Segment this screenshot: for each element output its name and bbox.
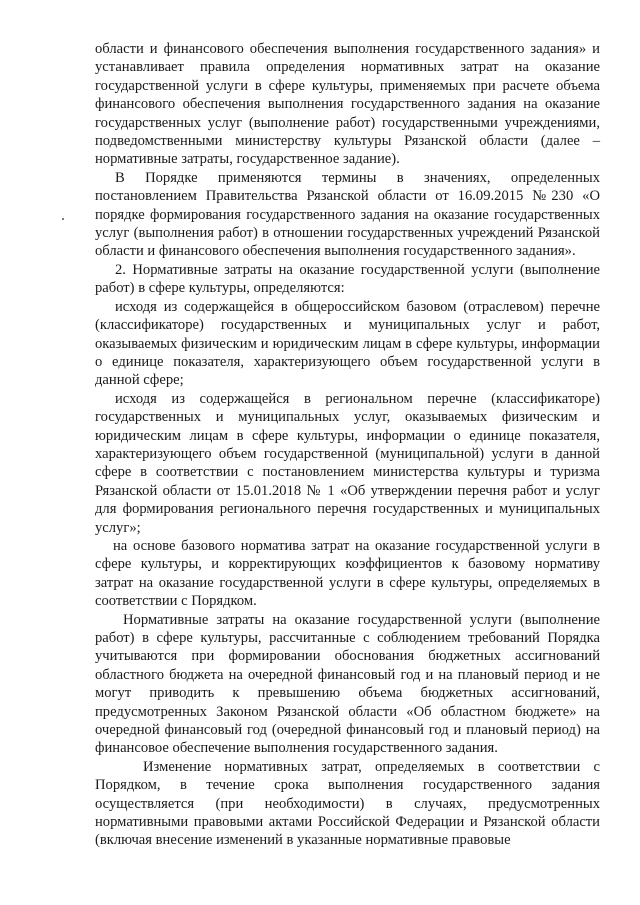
scan-speck [62, 218, 64, 220]
paragraph-changes: Изменение нормативных затрат, определяемых в соответствии с Порядком, в течение срока выполнения государственного задания осуществляется (при необходимости) в случаях, предусмотренных нормативными правовыми актами Российской Федерации и Рязанской области (включая внесение изменений в указанные нормативные правовые [95, 758, 600, 849]
paragraph-base-normative: на основе базового норматива затрат на оказание государственной услуги в сфере культуры, и корректирующих коэффициентов к базовому нормативу затрат на оказание государственной услуги в сфере культуры, определяемых в соответствии с Порядком. [95, 537, 600, 610]
paragraph-regional-list: исходя из содержащейся в региональном перечне (классификаторе) государственных и муниципальных услуг, оказываемых физическим и юридическим лицам в сфере культуры, информации о единице показателя, характеризующего объем государственной (муниципальной) услуги в данной сфере в соответствии с постановлением министерства культуры и туризма Рязанской области от 15.01.2018 № 1 «Об утверждении перечня работ и услуг для формирования регионального перечня государственных и муниципальных услуг»; [95, 390, 600, 536]
paragraph-federal-list: исходя из содержащейся в общероссийском базовом (отраслевом) перечне (классификаторе) государственных и муниципальных услуг и работ, оказываемых физическим и юридическим лицам в сфере культуры, информации о единице показателя, характеризующего объем государственной услуги в данной сфере; [95, 298, 600, 389]
paragraph-item-2: 2. Нормативные затраты на оказание государственной услуги (выполнение работ) в сфере культуры, определяются: [95, 261, 600, 297]
document-page [95, 40, 600, 850]
paragraph-terms: В Порядке применяются термины в значениях, определенных постановлением Правительства Рязанской области от 16.09.2015 №230 «О порядке формирования государственного задания на оказание государственных услуг (выполнения работ) в отношении государственных учреждений Рязанской области и финансового обеспечения выполнения государственного задания». [95, 169, 600, 260]
paragraph-budget-limits: Нормативные затраты на оказание государственной услуги (выполнение работ) в сфере культуры, рассчитанные с соблюдением требований Порядка учитываются при формировании обоснования бюджетных ассигнований областного бюджета на очередной финансовый год и на плановый период и не могут приводить к превышению объема бюджетных ассигнований, предусмотренных Законом Рязанской области «Об областном бюджете» на очередной финансовый год (очередной финансовый год и плановый период) на финансовое обеспечение выполнения государственного задания. [95, 611, 600, 757]
paragraph-scope-continuation: области и финансового обеспечения выполнения государственного задания» и устанавливает правила определения нормативных затрат на оказание государственной услуги в сфере культуры, применяемых при расчете объема финансового обеспечения выполнения государственного задания на оказание государственных услуг (выполнение работ) государственными учреждениями, подведомственными министерству культуры Рязанской области (далее – нормативные затраты, государственное задание). [95, 41, 600, 168]
